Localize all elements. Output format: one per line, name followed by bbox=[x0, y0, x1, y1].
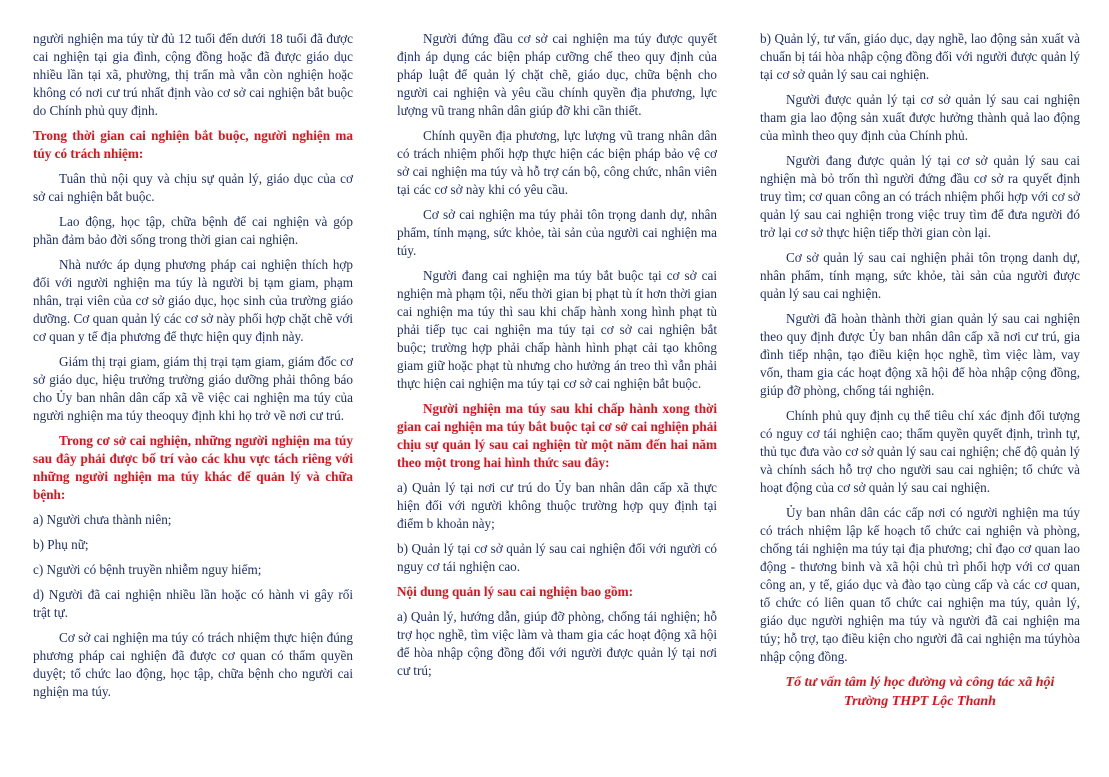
paragraph: Người đứng đầu cơ sở cai nghiện ma túy được quyết định áp dụng các biện pháp cưỡng chế theo quy định của pháp luật để quản lý chặt chẽ, giáo dục, chữa bệnh cho người cai nghiện và yêu cầu chính quyền địa phương, lực lượng vũ trang nhân dân giúp đỡ khi cần thiết. bbox=[397, 31, 717, 118]
footer-school: Trường THPT Lộc Thanh bbox=[844, 694, 996, 709]
paragraph: Lao động, học tập, chữa bệnh để cai nghiện và góp phần đảm bảo đời sống trong thời gian cai nghiện. bbox=[33, 214, 353, 247]
column-3 bbox=[760, 30, 1080, 711]
list-item: c) Người có bệnh truyền nhiễm nguy hiểm; bbox=[33, 562, 262, 577]
paragraph: Chính quyền địa phương, lực lượng vũ trang nhân dân có trách nhiệm phối hợp thực hiện các biện pháp bảo vệ cơ sở cai nghiện ma túy và hỗ trợ cán bộ, công chức, nhân viên tại các cơ sở này khi có yêu cầu. bbox=[397, 128, 717, 197]
paragraph: Nhà nước áp dụng phương pháp cai nghiện thích hợp đối với người nghiện ma túy là người bị tạm giam, phạm nhân, trại viên của cơ sở giáo dục, học sinh của trường giáo dưỡng. Cơ quan quản lý các cơ sở này phối hợp chặt chẽ với cơ quan y tế địa phương để thực hiện quy định này. bbox=[33, 257, 353, 344]
paragraph: Người đã hoàn thành thời gian quản lý sau cai nghiện theo quy định được Ủy ban nhân dân cấp xã nơi cư trú, gia đình tiếp nhận, tạo điều kiện học nghề, tìm việc làm, vay vốn, tham gia các hoạt động xã hội để hòa nhập cộng đồng, giúp đỡ phòng, chống tái nghiện. bbox=[760, 311, 1080, 398]
section-heading: Trong cơ sở cai nghiện, những người nghiện ma túy sau đây phải được bố trí vào các khu vực tách riêng với những người nghiện ma túy khác để quản lý và chữa bệnh: bbox=[33, 433, 353, 502]
list-item: b) Quản lý tại cơ sở quản lý sau cai nghiện đối với người có nguy cơ tái nghiện cao. bbox=[397, 541, 717, 574]
list-item: a) Người chưa thành niên; bbox=[33, 512, 172, 527]
paragraph: Ủy ban nhân dân các cấp nơi có người nghiện ma túy có trách nhiệm lập kế hoạch tổ chức cai nghiện và phòng, chống tái nghiện ma túy tại địa phương; chỉ đạo cơ quan lao động - thương binh và xã hội chủ trì phối hợp với cơ quan công an, y tế, giáo dục và đào tạo cùng cấp và các cơ quan, tổ chức có liên quan tổ chức cai nghiện ma túy, quản lý, giáo dục người nghiện ma túy và người đã cai nghiện ma túy; hỗ trợ, tạo điều kiện cho người đã cai nghiện ma túyhòa nhập cộng đồng. bbox=[760, 505, 1080, 664]
paragraph: Cơ sở quản lý sau cai nghiện phải tôn trọng danh dự, nhân phẩm, tính mạng, sức khỏe, tài sản của người được quản lý sau cai nghiện. bbox=[760, 250, 1080, 301]
column-1 bbox=[33, 30, 353, 708]
paragraph: Giám thị trại giam, giám thị trại tạm giam, giám đốc cơ sở giáo dục, hiệu trưởng trường giáo dưỡng phải thông báo cho Ủy ban nhân dân cấp xã về việc cai nghiện ma túy của người nghiện ma túy theoquy định khi họ trở về nơi cư trú. bbox=[33, 354, 353, 423]
list-item: a) Quản lý tại nơi cư trú do Ủy ban nhân dân cấp xã thực hiện đối với người không thuộc trường hợp quy định tại điểm b khoản này; bbox=[397, 480, 717, 531]
section-heading: Trong thời gian cai nghiện bắt buộc, người nghiện ma túy có trách nhiệm: bbox=[33, 128, 353, 161]
column-2 bbox=[397, 30, 717, 687]
paragraph: Người đang cai nghiện ma túy bắt buộc tại cơ sở cai nghiện mà phạm tội, nếu thời gian bị phạt tù ít hơn thời gian cai nghiện ma túy thì sau khi chấp hành xong hình phạt tù phải tiếp tục cai nghiện ma túy tại cơ sở cai nghiện bắt buộc; trường hợp phải chấp hành hình phạt cải tạo không giam giữ hoặc phạt tù nhưng cho hưởng án treo thì vẫn phải thực hiện cai nghiện ma túy tại cơ sở cai nghiện bắt buộc. bbox=[397, 268, 717, 391]
list-item: a) Quản lý, hướng dẫn, giúp đỡ phòng, chống tái nghiện; hỗ trợ học nghề, tìm việc làm và tham gia các hoạt động xã hội để hòa nhập cộng đồng đối với người được quản lý tại nơi cư trú; bbox=[397, 609, 717, 678]
paragraph: Tuân thủ nội quy và chịu sự quản lý, giáo dục của cơ sở cai nghiện bắt buộc. bbox=[33, 171, 353, 204]
section-heading: Người nghiện ma túy sau khi chấp hành xong thời gian cai nghiện ma túy bắt buộc tại cơ sở cai nghiện phải chịu sự quản lý sau cai nghiện từ một năm đến hai năm theo một trong hai hình thức sau đây: bbox=[397, 401, 717, 470]
paragraph: Cơ sở cai nghiện ma túy phải tôn trọng danh dự, nhân phẩm, tính mạng, sức khỏe, tài sản của người cai nghiện ma túy. bbox=[397, 207, 717, 258]
list-item: b) Phụ nữ; bbox=[33, 537, 89, 552]
list-item: d) Người đã cai nghiện nhiều lần hoặc có hành vi gây rối trật tự. bbox=[33, 587, 353, 620]
paragraph: Người đang được quản lý tại cơ sở quản lý sau cai nghiện mà bỏ trốn thì người đứng đầu cơ sở ra quyết định truy tìm; cơ quan công an có trách nhiệm phối hợp với cơ sở quản lý sau cai nghiện trong việc truy tìm để đưa người đó trở lại cơ sở thực hiện tiếp thời gian còn lại. bbox=[760, 153, 1080, 240]
section-heading: Nội dung quản lý sau cai nghiện bao gồm: bbox=[397, 584, 633, 599]
paragraph: người nghiện ma túy từ đủ 12 tuổi đến dưới 18 tuổi đã được cai nghiện tại gia đình, cộng đồng hoặc đã được giáo dục nhiều lần tại xã, phường, thị trấn mà vẫn còn nghiện hoặc không có nơi cư trú nhất định vào cơ sở cai nghiện bắt buộc do Chính phủ quy định. bbox=[33, 31, 353, 118]
paragraph: Cơ sở cai nghiện ma túy có trách nhiệm thực hiện đúng phương pháp cai nghiện đã được cơ quan có thẩm quyền duyệt; tổ chức lao động, học tập, chữa bệnh cho người cai nghiện ma túy. bbox=[33, 630, 353, 699]
footer-team: Tổ tư vấn tâm lý học đường và công tác xã hội bbox=[785, 675, 1055, 690]
paragraph: Chính phủ quy định cụ thể tiêu chí xác định đối tượng có nguy cơ tái nghiện cao; thẩm quyền quyết định, trình tự, thủ tục đưa vào cơ sở quản lý sau cai nghiện; chế độ quản lý và chính sách hỗ trợ cho người sau cai nghiện; tổ chức và hoạt động của cơ sở quản lý sau cai nghiện. bbox=[760, 408, 1080, 495]
list-item: b) Quản lý, tư vấn, giáo dục, dạy nghề, lao động sản xuất và chuẩn bị tái hòa nhập cộng đồng đối với người được quản lý tại cơ sở quản lý sau cai nghiện. bbox=[760, 31, 1080, 82]
paragraph: Người được quản lý tại cơ sở quản lý sau cai nghiện tham gia lao động sản xuất được hưởng thành quả lao động của mình theo quy định của Chính phủ. bbox=[760, 92, 1080, 143]
footer-credit bbox=[760, 673, 1080, 711]
